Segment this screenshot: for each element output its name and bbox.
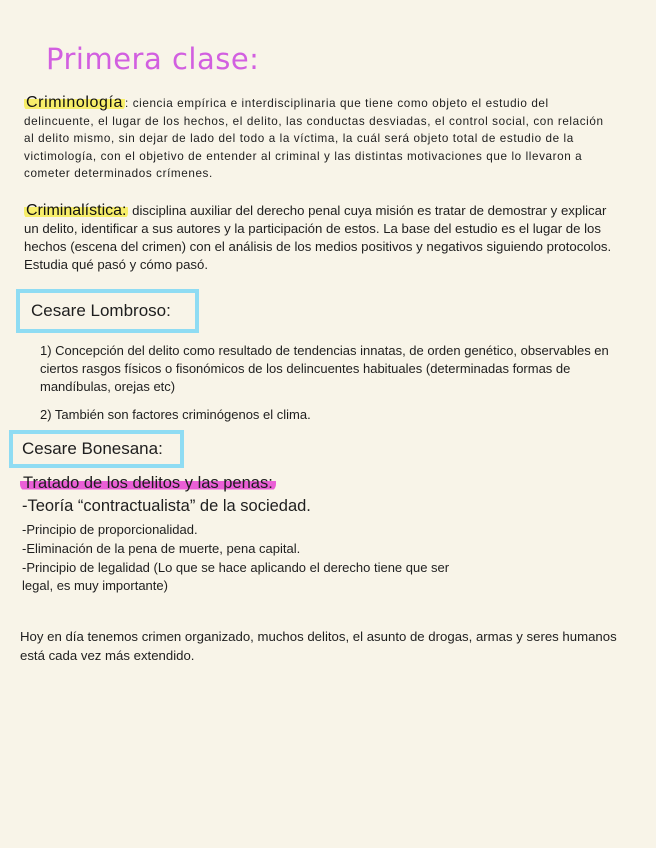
tratado-label: Tratado de los delitos y las penas: <box>20 474 276 492</box>
criminalistica-paragraph <box>24 202 614 274</box>
principio-item: -Principio de legalidad (Lo que se hace aplicando el derecho tiene que ser legal, es muy importante) <box>22 560 450 593</box>
lombroso-item-2: 2) También son factores criminógenos el clima. <box>40 407 311 422</box>
criminologia-paragraph <box>24 94 604 183</box>
criminologia-term: Criminología <box>26 94 124 111</box>
tratado-heading <box>20 474 276 493</box>
lombroso-heading-box <box>16 289 199 333</box>
lombroso-item-1: 1) Concepción del delito como resultado de tendencias innatas, de orden genético, observables en ciertos rasgos físicos o fisonómicos de los delincuentes habituales (determinadas formas de mandíbulas, orejas etc) <box>40 343 609 394</box>
principio-item: -Principio de proporcionalidad. <box>22 522 198 537</box>
teoria-line: -Teoría “contractualista” de la sociedad. <box>22 497 311 515</box>
bonesana-heading-box <box>9 430 184 468</box>
criminalistica-definition: disciplina auxiliar del derecho penal cuya misión es tratar de demostrar y explicar un delito, identificar a sus autores y la participación de estos. La base del estudio es el lugar de los hechos (escena del crimen) con el análisis de los medios positivos y negativos siguiendo protocolos. Estudia qué pasó y cómo pasó. <box>24 203 612 272</box>
principio-item: -Eliminación de la pena de muerte, pena capital. <box>22 541 301 556</box>
criminologia-definition: : ciencia empírica e interdisciplinaria que tiene como objeto el estudio del delincuente, el lugar de los hechos, el delito, las conductas desviadas, el control social, con relación al delito mismo, sin dejar de lado del todo a la víctima, la cuál será objeto total de estudio de la victimología, con el objetivo de entender al criminal y las distintas motivaciones que lo llevaron a cometer determinados crímenes. <box>24 97 604 180</box>
page-title: Primera clase: <box>46 42 260 76</box>
bonesana-heading: Cesare Bonesana: <box>22 439 163 458</box>
closing-paragraph: Hoy en día tenemos crimen organizado, muchos delitos, el asunto de drogas, armas y seres humanos está cada vez más extendido. <box>20 629 617 663</box>
lombroso-heading: Cesare Lombroso: <box>31 301 171 320</box>
criminalistica-term: Criminalística: <box>26 202 127 219</box>
